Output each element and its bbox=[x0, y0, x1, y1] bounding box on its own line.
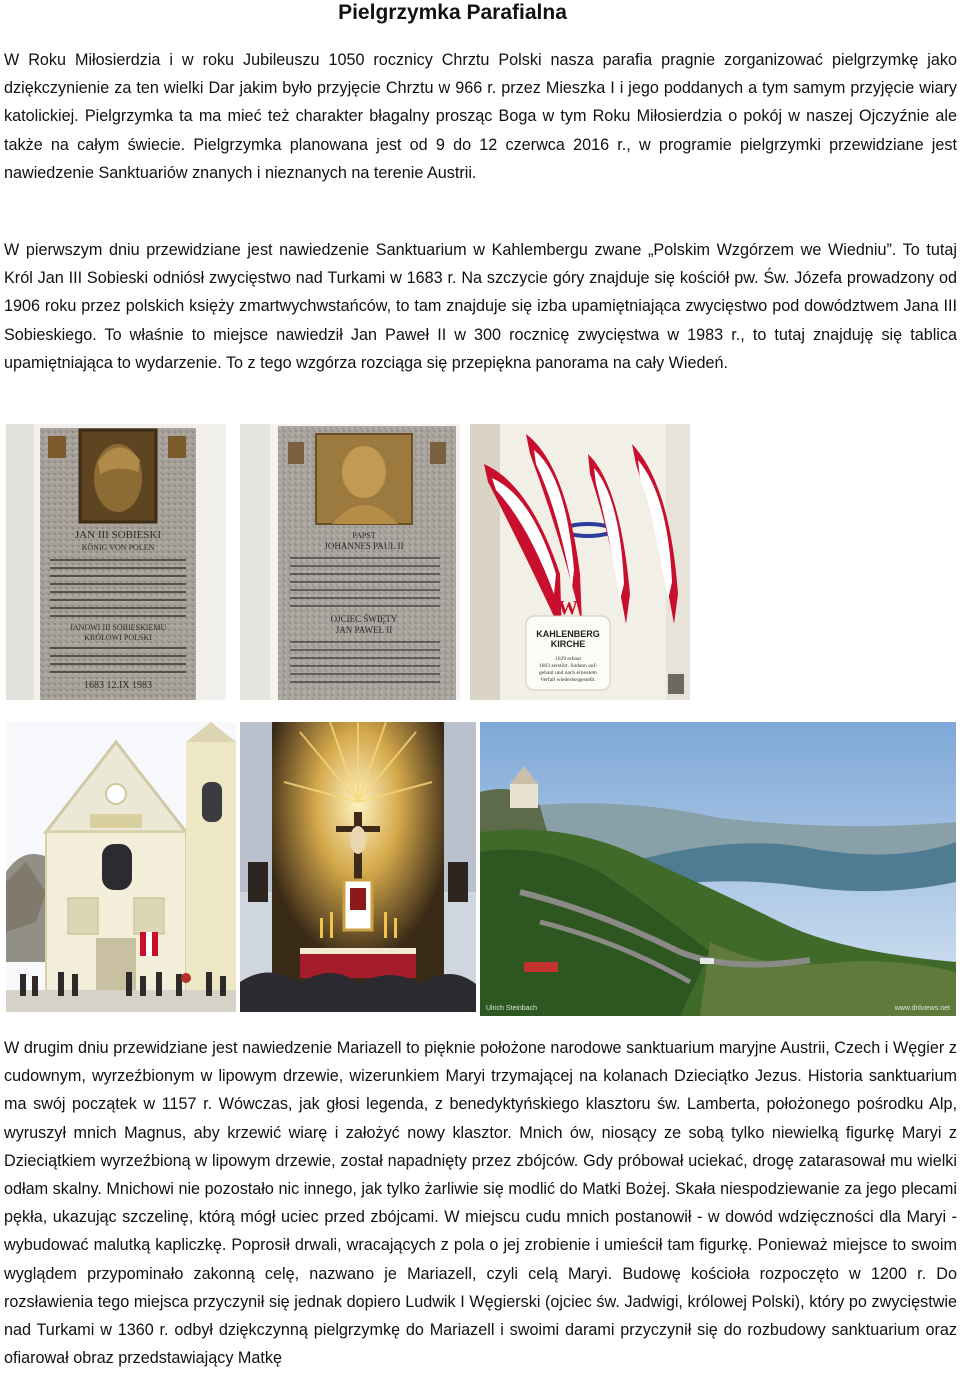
sobieski-plaque-subtitle: KÖNIG VON POLEN bbox=[81, 543, 155, 552]
church-sign-line4: Verfall wiederhergestellt. bbox=[540, 677, 596, 683]
photo-altar bbox=[240, 722, 476, 1012]
church-sign-line2: 1683 zerstört. Sodann auf- bbox=[538, 663, 598, 669]
paragraph-day-two: W drugim dniu przewidziane jest nawiedzenie Mariazell to pięknie położone narodowe sanktuarium maryjne Austrii, Czech i Węgier z cudownym, wyrzeźbionym w lipowym drzewie, wizerunkiem Maryi trzymającej na kolanach Dzieciątko Jezus. Historia sanktuarium ma swój początek w 1157 r. Wówczas, jak głosi legenda, z benedyktyńskiego klasztoru św. Lamberta, położonego pośrodku Alp, wyruszył mnich Magnus, aby krzewić wiarę i założyć nowy klasztor. Mnich ów, niosący ze sobą tylko niewielką figurkę Maryi z Dzieciątkiem wyrzeźbioną w lipowym drzewie, został napadnięty przez zbójców. Gdy próbował uciekać, drogę zatarasował mu wielki odłam skalny. Mnichowi nie pozostało nic innego, jak tylko żarliwie się modlić do Matki Bożej. Skała niespodziewanie za jego plecami pękła, ukazując szczelinę, którą mógł uciec przed zbójcami. W miejscu cudu mnich postanowił - w dowód wdzięczności dla Maryi - wybudować malutką kapliczkę. Poprosił drwali, wracających z pola o jej zrobienie i umieścił tam figurkę. Ponieważ miejsce to swoim wyglądem przypominało zakonną celę, nazwano je Mariazell, czyli celą Maryi. Budowę kościoła rozpoczęto w 1200 r. Do rozsławienia tego miejsca przyczynił się jednak dopiero Ludwik I Węgierski (ojciec św. Jadwigi, królowej Polski), który po zwycięstwie nad Turkami w 1360 r. odbył dziękczynną pielgrzymkę do Mariazell i swoimi darami przyczynił się do rozbudowy sanktuarium oraz ofiarował obraz przedstawiający Matkę bbox=[4, 1039, 957, 1368]
panorama-watermark-right: www.dnlviews.net bbox=[894, 1005, 950, 1012]
church-sign-subtitle: KIRCHE bbox=[550, 639, 586, 649]
photo-pope-plaque bbox=[240, 424, 460, 700]
sobieski-plaque-polish2: KRÓLOWI POLSKI bbox=[84, 633, 152, 642]
page-title: Pielgrzymka Parafialna bbox=[338, 1, 567, 24]
sobieski-plaque-title: JAN III SOBIESKI bbox=[74, 529, 162, 541]
church-sign-line1: 1629 erbaut bbox=[554, 656, 582, 662]
pope-plaque-polish: OJCIEC ŚWIĘTY bbox=[330, 614, 398, 624]
sobieski-plaque-polish: JANOWI III SOBIESKIEMU bbox=[69, 623, 167, 632]
paragraph-day-one: W pierwszym dniu przewidziane jest nawiedzenie Sanktuarium w Kahlembergu zwane „Polskim Wzgórzem we Wiedniu”. To tutaj Król Jan III Sobieski odniósł zwycięstwo nad Turkami w 1683 r. Na szczycie góry znajduje się kościół pw. Św. Józefa prowadzony od 1906 roku przez polskich księży zmartwychwstańców, to tam znajduje się izba upamiętniająca zwycięstwo pod dowództwem Jana III Sobieskiego. To właśnie to miejsce nawiedził Jan Paweł II w 300 rocznicę zwycięstwa w 1983 r., to tutaj znajduję się tablica upamiętniająca to wydarzenie. To z tego wzgórza rozciąga się przepiękna panorama na cały Wiedeń. bbox=[4, 241, 957, 372]
sobieski-plaque-dates: 1683 12.IX 1983 bbox=[83, 680, 153, 691]
church-sign-logo: W bbox=[558, 597, 578, 619]
pope-plaque-title: PAPST bbox=[352, 531, 376, 540]
photo-church-exterior bbox=[6, 722, 236, 1012]
pope-plaque-polish-name: JAN PAWEŁ II bbox=[335, 625, 393, 635]
pope-plaque-name: JOHANNES PAUL II bbox=[324, 541, 404, 551]
panorama-watermark-left: Ulrich Steinbach bbox=[486, 1005, 537, 1012]
photo-kahlenberg-flags bbox=[470, 424, 690, 700]
church-sign-line3: gebaut und nach erneutem bbox=[539, 670, 597, 676]
church-sign-title: KAHLENBERG bbox=[536, 629, 600, 639]
photo-sobieski-plaque bbox=[6, 424, 226, 700]
photo-panorama bbox=[480, 722, 956, 1016]
paragraph-intro: W Roku Miłosierdzia i w roku Jubileuszu 1050 rocznicy Chrztu Polski nasza parafia pragnie zorganizować pielgrzymkę jako dziękczynienie za ten wielki Dar jakim było przyjęcie Chrztu w 966 r. przez Mieszka I i jego poddanych a tym samym przyjęcie wiary katolickiej. Pielgrzymka ta ma mieć też charakter błagalny prosząc Boga w tym Roku Miłosierdzia o pokój w naszej Ojczyźnie ale także na całym świecie. Pielgrzymka planowana jest od 9 do 12 czerwca 2016 r., w programie pielgrzymki przewidziane jest nawiedzenie Sanktuariów znanych i nieznanych na terenie Austrii. bbox=[4, 51, 957, 182]
